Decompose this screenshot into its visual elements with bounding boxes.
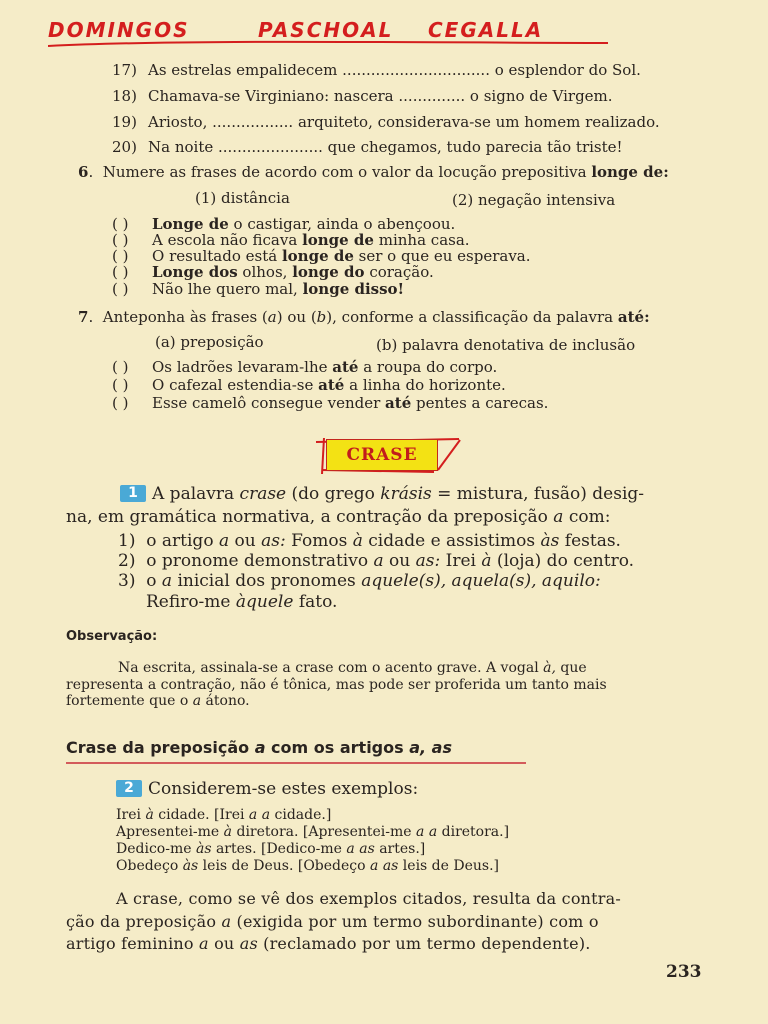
observation-line-3: fortemente que o a átono. [66, 693, 250, 709]
answer-box[interactable]: ( ) [112, 358, 129, 376]
q6-item-4: ( )Longe dos olhos, longe do coração. [112, 263, 434, 281]
sentence-17: 17) As estrelas empalidecem ............................... o esplendor do Sol. [112, 61, 641, 79]
question-7: 7. Anteponha às frases (a) ou (b), conforme a classificação da palavra até: [78, 308, 650, 326]
crase-title: CRASE [326, 439, 438, 471]
conclusion-line-1: A crase, como se vê dos exemplos citados, resulta da contra- [116, 889, 621, 908]
q7-item-1: ( )Os ladrões levaram-lhe até a roupa do corpo. [112, 358, 498, 376]
crase-list-item-3-line-2: Refiro-me àquele fato. [146, 592, 338, 612]
section-underline [66, 762, 526, 764]
q6-item-1: ( )Longe de o castigar, ainda o abençoou. [112, 215, 456, 233]
q6-item-2: ( )A escola não ficava longe de minha casa. [112, 231, 470, 249]
author-word-1: DOMINGOS [48, 18, 190, 42]
conclusion-line-3: artigo feminino a ou as (reclamado por um termo dependente). [66, 934, 591, 953]
author-word-3: CEGALLA [428, 18, 544, 42]
example-2: Apresentei-me à diretora. [Apresentei-me a a diretora.] [116, 824, 510, 840]
q7-item-3: ( )Esse camelô consegue vender até pentes a carecas. [112, 394, 549, 412]
crase-heading [314, 436, 464, 476]
observation-line-1: Na escrita, assinala-se a crase com o acento grave. A vogal à, que [118, 660, 587, 676]
paragraph-number-badge: 1 [120, 485, 146, 502]
observation-line-2: representa a contração, não é tônica, mas pode ser proferida um tanto mais [66, 677, 607, 693]
answer-box[interactable]: ( ) [112, 263, 129, 281]
answer-box[interactable]: ( ) [112, 215, 129, 233]
question-6: 6. Numere as frases de acordo com o valor da locução prepositiva longe de: [78, 163, 669, 181]
crase-list-item-3: 3) o a inicial dos pronomes aquele(s), aquela(s), aquilo: [118, 571, 601, 591]
crase-list-item-2: 2) o pronome demonstrativo a ou as: Irei à (loja) do centro. [118, 551, 635, 571]
observation-title: Observação: [66, 629, 158, 644]
example-4: Obedeço às leis de Deus. [Obedeço a as leis de Deus.] [116, 858, 500, 874]
paragraph-1-line-2: na, em gramática normativa, a contração da preposição a com: [66, 507, 611, 527]
q6-item-3: ( )O resultado está longe de ser o que eu esperava. [112, 247, 531, 265]
answer-box[interactable]: ( ) [112, 394, 129, 412]
q6-option-1: (1) distância [195, 189, 290, 207]
author-word-2: PASCHOAL [258, 18, 394, 42]
q7-option-b: (b) palavra denotativa de inclusão [376, 336, 636, 354]
section-heading: Crase da preposição a com os artigos a, as [66, 738, 452, 757]
q7-item-2: ( )O cafezal estendia-se até a linha do horizonte. [112, 376, 506, 394]
q6-option-2: (2) negação intensiva [452, 191, 616, 209]
crase-list-item-1: 1) o artigo a ou as: Fomos à cidade e assistimos às festas. [118, 531, 621, 551]
answer-box[interactable]: ( ) [112, 247, 129, 265]
author-underline [48, 38, 608, 50]
paragraph-1-line-1: 1 A palavra crase (do grego krásis = mistura, fusão) desig- [120, 484, 644, 504]
q6-item-5: ( )Não lhe quero mal, longe disso! [112, 280, 405, 298]
answer-box[interactable]: ( ) [112, 376, 129, 394]
paragraph-number-badge: 2 [116, 780, 142, 797]
paragraph-2: 2 Considerem-se estes exemplos: [116, 779, 418, 799]
conclusion-line-2: ção da preposição a (exigida por um termo subordinante) com o [66, 912, 599, 931]
sentence-19: 19) Ariosto, ................. arquiteto, considerava-se um homem realizado. [112, 113, 660, 131]
page-number: 233 [666, 962, 702, 982]
example-1: Irei à cidade. [Irei a a cidade.] [116, 807, 332, 823]
sentence-18: 18) Chamava-se Virginiano: nascera .............. o signo de Virgem. [112, 87, 613, 105]
q7-option-a: (a) preposição [155, 333, 264, 351]
answer-box[interactable]: ( ) [112, 280, 129, 298]
example-3: Dedico-me às artes. [Dedico-me a as artes.] [116, 841, 426, 857]
sentence-20: 20) Na noite ...................... que chegamos, tudo parecia tão triste! [112, 138, 623, 156]
answer-box[interactable]: ( ) [112, 231, 129, 249]
